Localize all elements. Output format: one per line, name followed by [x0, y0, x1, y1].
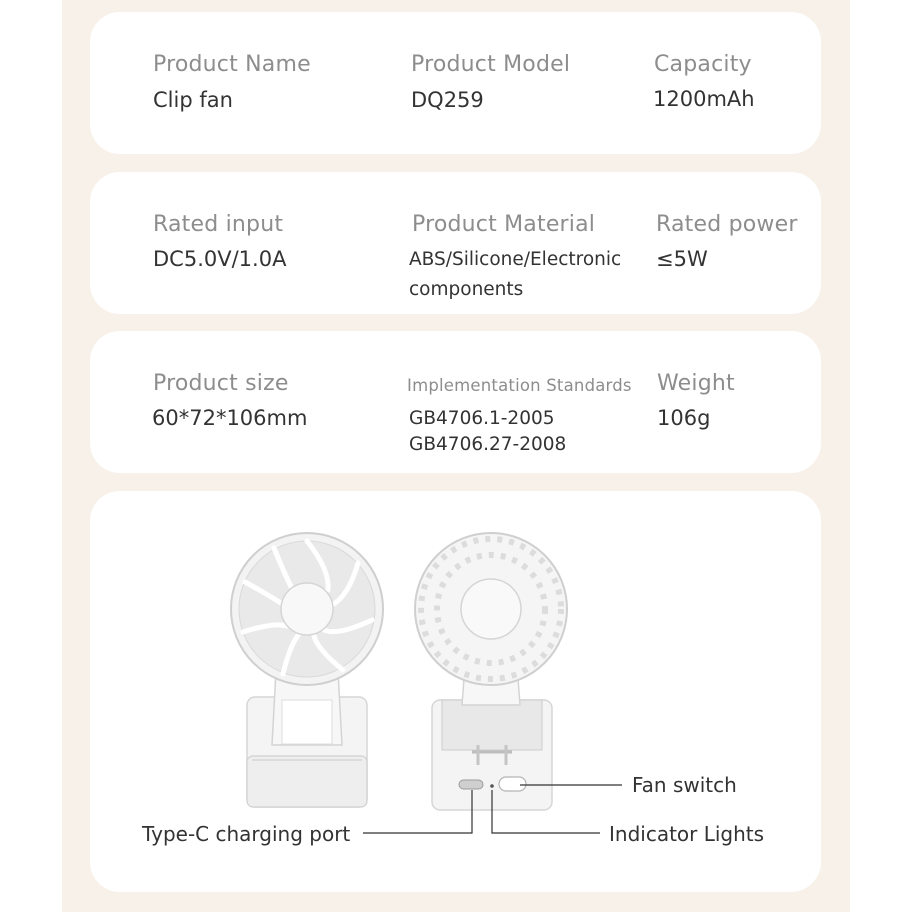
indicator-lights-label: Indicator Lights — [609, 822, 765, 846]
spec-value: GB4706.27-2008 — [409, 434, 567, 455]
spec-label: Capacity — [654, 52, 752, 77]
spec-value: 106g — [657, 406, 711, 430]
spec-value: DC5.0V/1.0A — [153, 247, 287, 271]
spec-label: Weight — [657, 371, 735, 396]
spec-value: ≤5W — [656, 247, 708, 271]
spec-label: Rated power — [656, 212, 798, 237]
spec-label: Product Model — [411, 52, 571, 77]
spec-label: Implementation Standards — [407, 376, 632, 395]
spec-label: Rated input — [153, 212, 284, 237]
spec-label: Product Name — [153, 52, 311, 77]
callout-lines — [363, 785, 622, 833]
fan-switch-label: Fan switch — [632, 773, 737, 797]
spec-value: DQ259 — [411, 88, 484, 112]
spec-value: GB4706.1-2005 — [409, 408, 555, 429]
spec-value: components — [409, 279, 524, 300]
charging-port-label: Type-C charging port — [142, 822, 351, 846]
spec-value: 60*72*106mm — [152, 406, 308, 430]
front-fan-illustration — [231, 533, 383, 807]
spec-value: ABS/Silicone/Electronic — [409, 249, 622, 270]
spec-value: Clip fan — [153, 88, 233, 112]
spec-value: 1200mAh — [653, 87, 755, 111]
spec-label: Product size — [153, 371, 289, 396]
back-fan-illustration — [415, 533, 567, 810]
spec-label: Product Material — [412, 212, 596, 237]
